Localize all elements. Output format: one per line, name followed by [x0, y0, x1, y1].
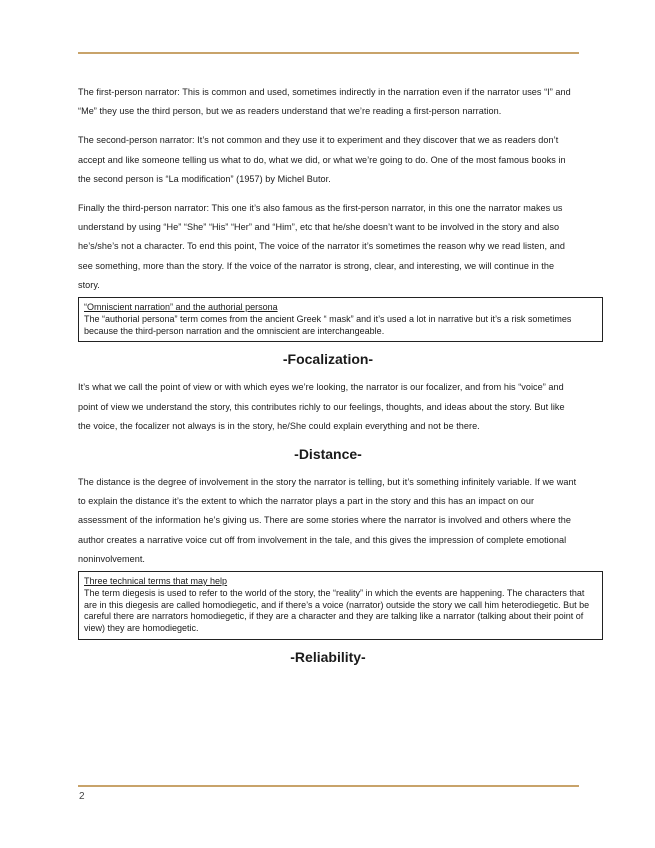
- paragraph-second-person: The second-person narrator: It’s not common and they use it to experiment and they discover that we as readers don’t accept and like someone telling us what to do, what we did, or what we’re going to do. One of the most famous books in the second person is “La modification” (1957) by Michel Butor.: [78, 135, 566, 184]
- omniscient-box: [78, 297, 603, 342]
- header-rule: [78, 52, 579, 54]
- paragraph-first-person: The first-person narrator: This is common and used, sometimes indirectly in the narration even if the narrator uses “I” and “Me” they use the third person, but we as readers understand that we’re reading a first-person narration.: [78, 87, 571, 117]
- paragraph-distance: The distance is the degree of involvement in the story the narrator is telling, but it’s something infinitely variable. If we want to explain the distance it’s the extent to which the narrator plays a part in the story and this has an impact on our assessment of the information he’s giving us. There are some stories where the narrator is involved and others where the author creates a narrative voice cut off from involvement in the tale, and this gives the impression of complete emotional noninvolvement.: [78, 477, 577, 564]
- paragraph-focalization: It’s what we call the point of view or with which eyes we’re looking, the narrator is our focalizer, and from his “voice” and point of view we understand the story, this contributes richly to our feelings, thoughts, and ideas about the story. But like the voice, the focalizer not always is in the story, he/She could explain everything and not be there.: [78, 382, 565, 431]
- technical-terms-box-text: The term diegesis is used to refer to the world of the story, the “reality” in which the events are happening. The characters that are in this diegesis are called homodiegetic, and if there’s a voice (narrator) outside the story we call him heterodiegetic. But be careful there are narrators homodiegetic, if they are a character and they are talking like a narrator (talking about their point of view) they are homodiegetic.: [84, 587, 590, 634]
- paragraph-third-person: Finally the third-person narrator: This one it’s also famous as the first-person narrator, in this one the narrator makes us understand by using “He” “She” “His” “Her” and “Him”, etc that he/she doesn’t want to be involved in the story and also he’s/she’s not a character. To end this point, The voice of the narrator it’s sometimes the reason why we read listen, and see something, more than the story. If the voice of the narrator is strong, clear, and interesting, we will continue in the story.: [78, 203, 565, 290]
- technical-terms-box-title: Three technical terms that may help: [84, 576, 228, 587]
- footer-rule: [78, 785, 579, 787]
- technical-terms-box: [78, 571, 603, 640]
- omniscient-box-title: “Omniscient narration” and the authorial persona: [84, 302, 278, 313]
- omniscient-box-text: The “authorial persona” term comes from the ancient Greek “ mask” and it’s used a lot in narrative but it’s a risk sometimes because the third-person narration and the omniscient are interchangeable.: [84, 313, 572, 336]
- heading-distance: -Distance-: [294, 446, 362, 463]
- heading-reliability: -Reliability-: [290, 649, 366, 666]
- page-number: 2: [79, 791, 85, 802]
- heading-focalization: -Focalization-: [282, 351, 374, 368]
- page-content: [78, 83, 590, 676]
